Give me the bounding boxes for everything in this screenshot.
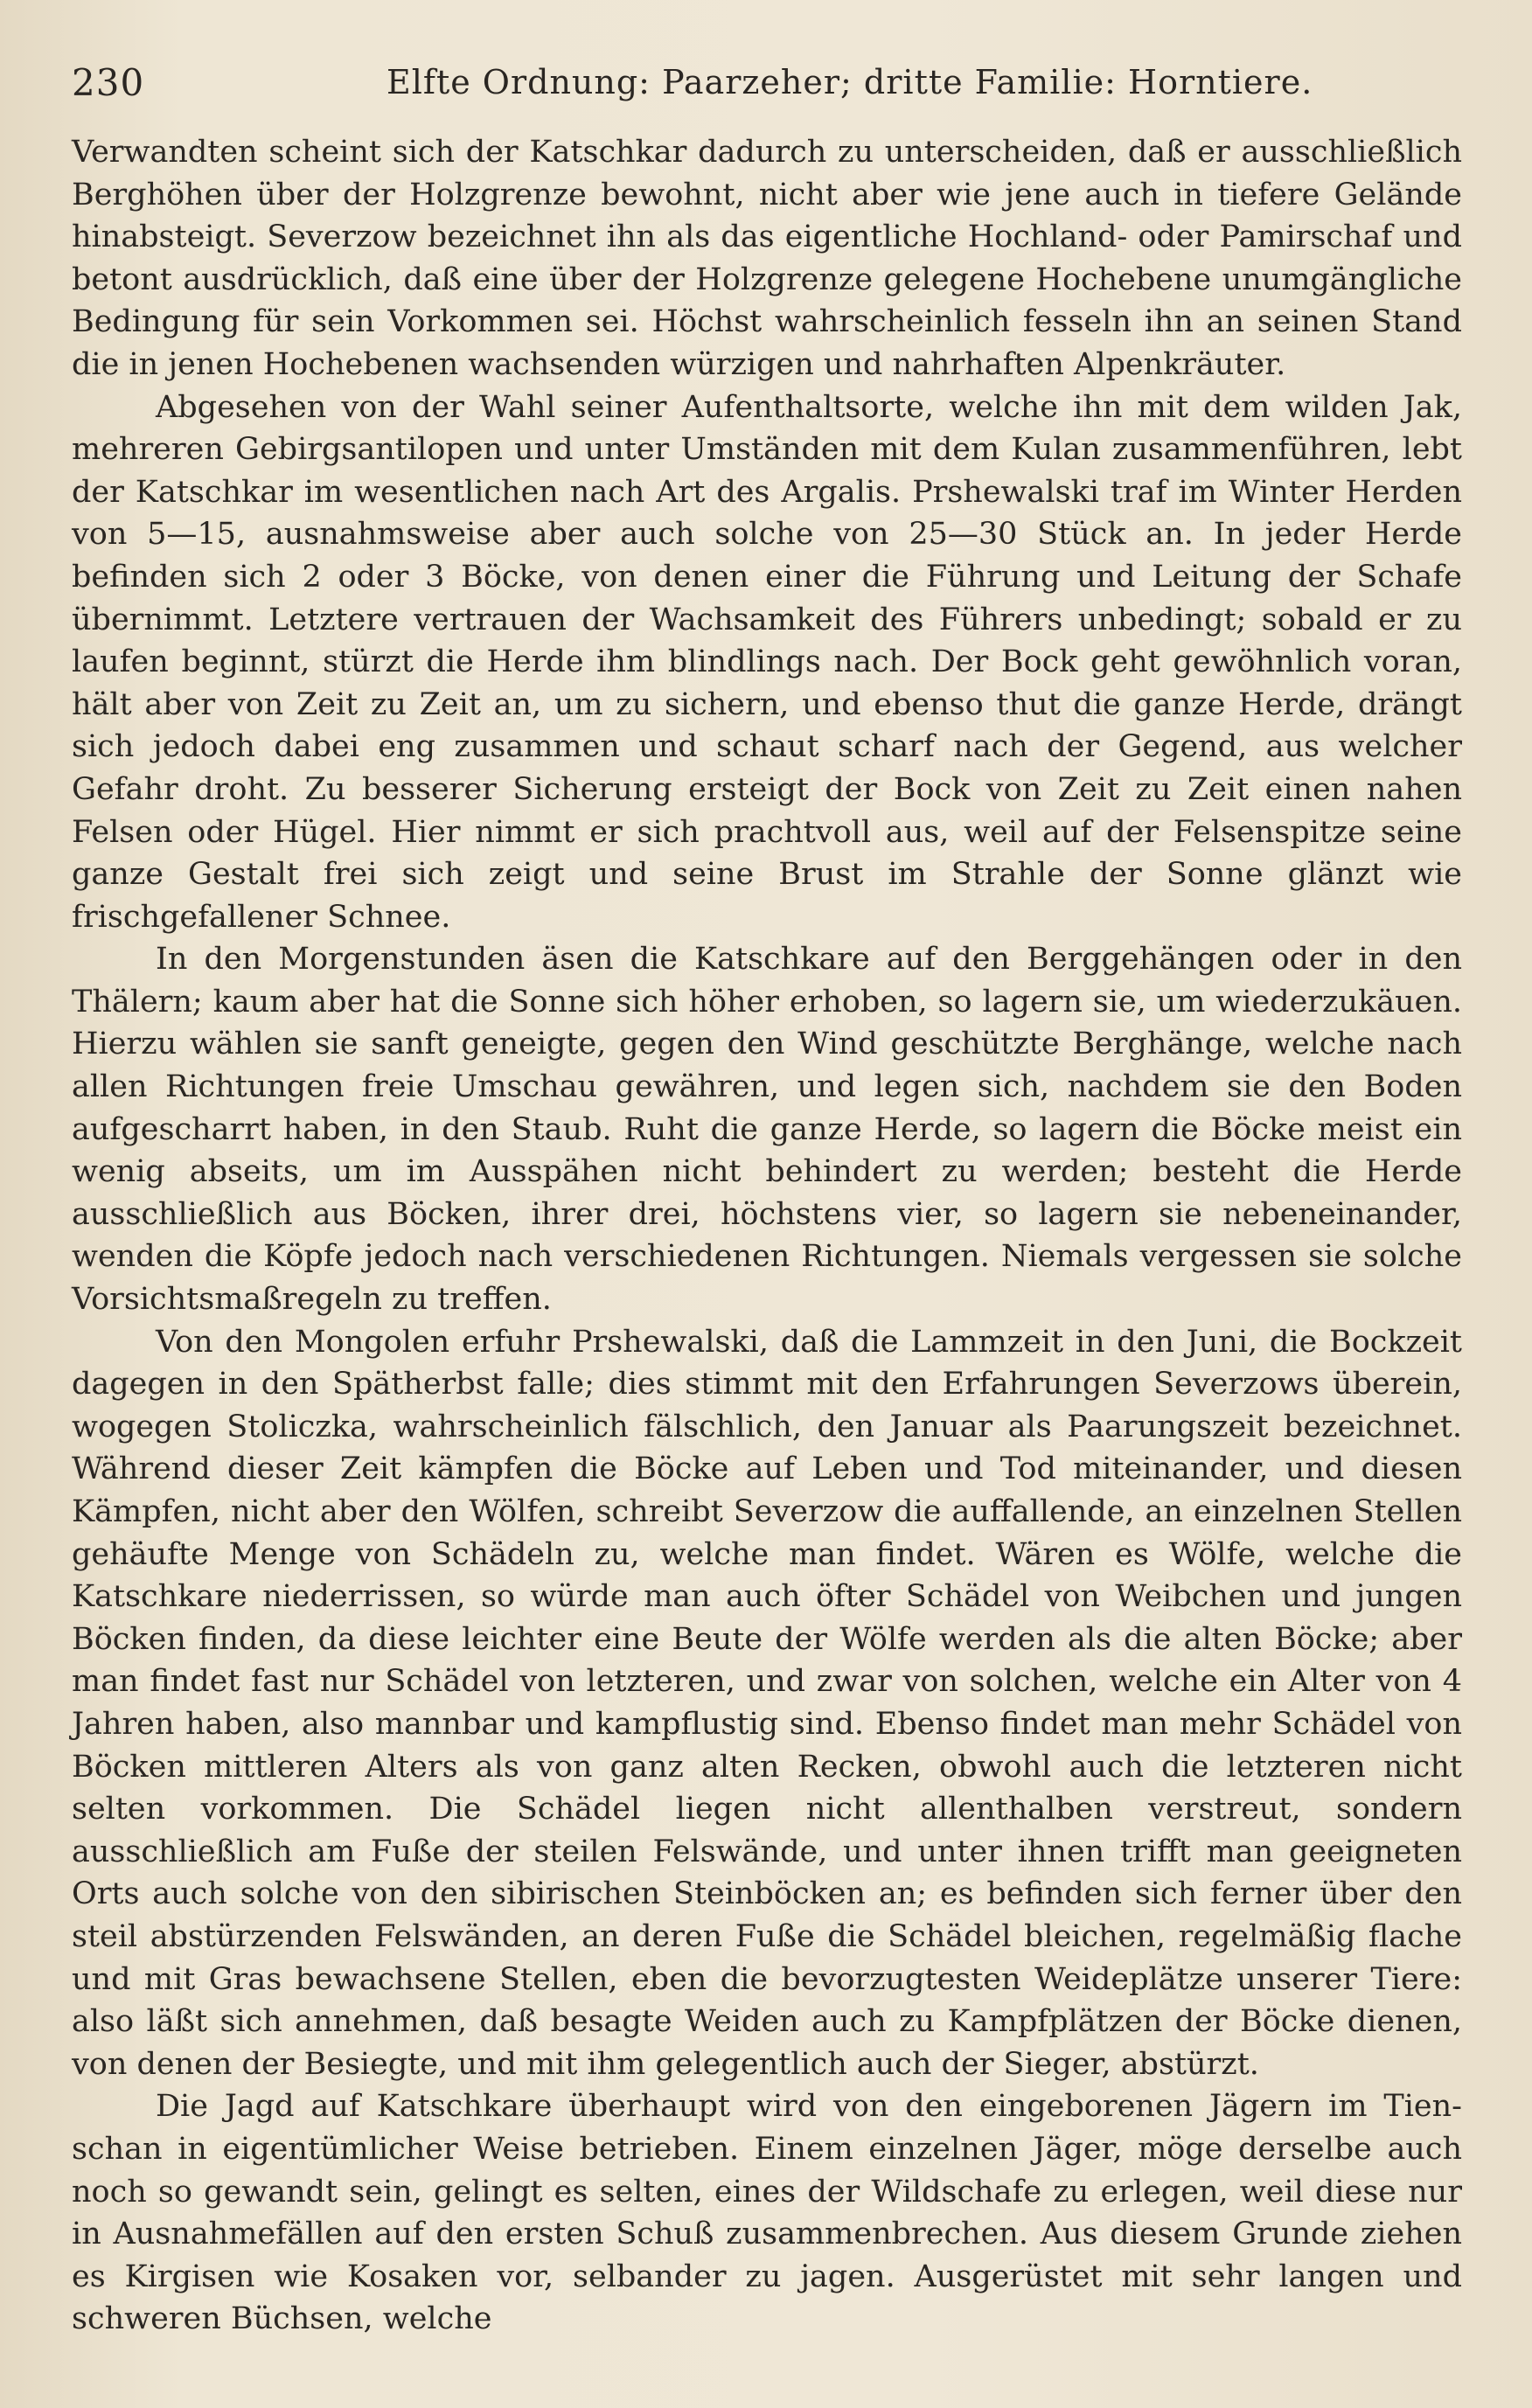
running-head — [72, 61, 1471, 114]
body-text — [72, 131, 1462, 2341]
paragraph-mating-season: Von den Mongolen erfuhr Prshewalski, daß die Lammzeit in den Juni, die Bockzeit dagegen in den Spätherbst falle; dies stimmt mit den Erfahrungen Severzows überein, wogegen Stoliczka, wahrscheinlich fälschlich, den Januar als Paarungszeit bezeichnet. Während dieser Zeit kämpfen die Böcke auf Leben und Tod miteinander, und diesen Kämpfen, nicht aber den Wölfen, schreibt Severzow die auffallende, an einzelnen Stellen gehäufte Menge von Schädeln zu, welche man findet. Wären es Wölfe, welche die Katschkare niederrissen, so würde man auch öfter Schädel von Weibchen und jungen Böcken finden, da diese leichter eine Beute der Wölfe werden als die alten Böcke; aber man findet fast nur Schädel von letzteren, und zwar von solchen, welche ein Alter von 4 Jahren haben, also mannbar und kampflustig sind. Ebenso findet man mehr Schädel von Böcken mittleren Alters als von ganz alten Recken, obwohl auch die letzteren nicht selten vorkommen. Die Schädel liegen nicht allenthalben verstreut, sondern ausschließlich am Fuße der steilen Felswände, und unter ihnen trifft man geeigneten Orts auch solche von den sibirischen Steinböcken an; es befinden sich ferner über den steil abstürzenden Felswänden, an deren Fuße die Schädel bleichen, regelmäßig flache und mit Gras bewachsene Stellen, eben die bevorzugtesten Weideplätze unserer Tiere: also läßt sich annehmen, daß besagte Weiden auch zu Kampfplätzen der Böcke dienen, von denen der Besiegte, und mit ihm gelegentlich auch der Sieger, abstürzt. — [72, 1324, 1462, 2082]
paragraph-continuation: Verwandten scheint sich der Katschkar dadurch zu unterscheiden, daß er ausschließlich Berghöhen über der Holzgrenze bewohnt, nicht aber wie jene auch in tiefere Gelände hinabsteigt. Severzow bezeichnet ihn als das eigentliche Hochland- oder Pamirschaf und betont ausdrücklich, daß eine über der Holzgrenze gelegene Hochebene unumgängliche Bedingung für sein Vorkommen sei. Höchst wahrscheinlich fesseln ihn an seinen Stand die in jenen Hochebenen wachsenden würzigen und nahrhaften Alpenkräuter. — [72, 135, 1462, 382]
running-title: Elfte Ordnung: Paarzeher; dritte Familie: Horntiere. — [386, 63, 1313, 101]
paragraph-habits: Abgesehen von der Wahl seiner Aufenthaltsorte, welche ihn mit dem wilden Jak, mehreren Gebirgsantilopen und unter Umständen mit dem Kulan zusammenführen, lebt der Katschkar im wesentlichen nach Art des Argalis. Prshewalski traf im Winter Herden von 5—15, ausnahmsweise aber auch solche von 25—30 Stück an. In jeder Herde befinden sich 2 oder 3 Böcke, von denen einer die Führung und Leitung der Schafe übernimmt. Letztere vertrauen der Wachsamkeit des Führers unbedingt; sobald er zu laufen beginnt, stürzt die Herde ihm blindlings nach. Der Bock geht gewöhnlich voran, hält aber von Zeit zu Zeit an, um zu sichern, und ebenso thut die ganze Herde, drängt sich jedoch dabei eng zusammen und schaut scharf nach der Gegend, aus welcher Gefahr droht. Zu besserer Sicherung ersteigt der Bock von Zeit zu Zeit einen nahen Felsen oder Hügel. Hier nimmt er sich prachtvoll aus, weil auf der Felsenspitze seine ganze Gestalt frei sich zeigt und seine Brust im Strahle der Sonne glänzt wie frischgefallener Schnee. — [72, 389, 1462, 935]
paragraph-hunting: Die Jagd auf Katschkare überhaupt wird von den eingeborenen Jägern im Tien-schan in eigentümlicher Weise betrieben. Einem einzelnen Jäger, möge derselbe auch noch so gewandt sein, gelingt es selten, eines der Wildschafe zu erlegen, weil diese nur in Ausnahmefällen auf den ersten Schuß zusammenbrechen. Aus diesem Grunde ziehen es Kirgisen wie Kosaken vor, selbander zu jagen. Ausgerüstet mit sehr langen und schweren Büchsen, welche — [72, 2089, 1462, 2337]
paragraph-morning-hours: In den Morgenstunden äsen die Katschkare auf den Berggehängen oder in den Thälern; kaum aber hat die Sonne sich höher erhoben, so lagern sie, um wiederzukäuen. Hierzu wählen sie sanft geneigte, gegen den Wind geschützte Berghänge, welche nach allen Richtungen freie Umschau gewähren, und legen sich, nachdem sie den Boden aufgescharrt haben, in den Staub. Ruht die ganze Herde, so lagern die Böcke meist ein wenig abseits, um im Ausspähen nicht behindert zu werden; besteht die Herde ausschließlich aus Böcken, ihrer drei, höchstens vier, so lagern sie nebeneinander, wenden die Köpfe jedoch nach verschiedenen Richtungen. Niemals vergessen sie solche Vorsichtsmaßregeln zu treffen. — [72, 942, 1462, 1318]
page-number: 230 — [72, 61, 145, 104]
